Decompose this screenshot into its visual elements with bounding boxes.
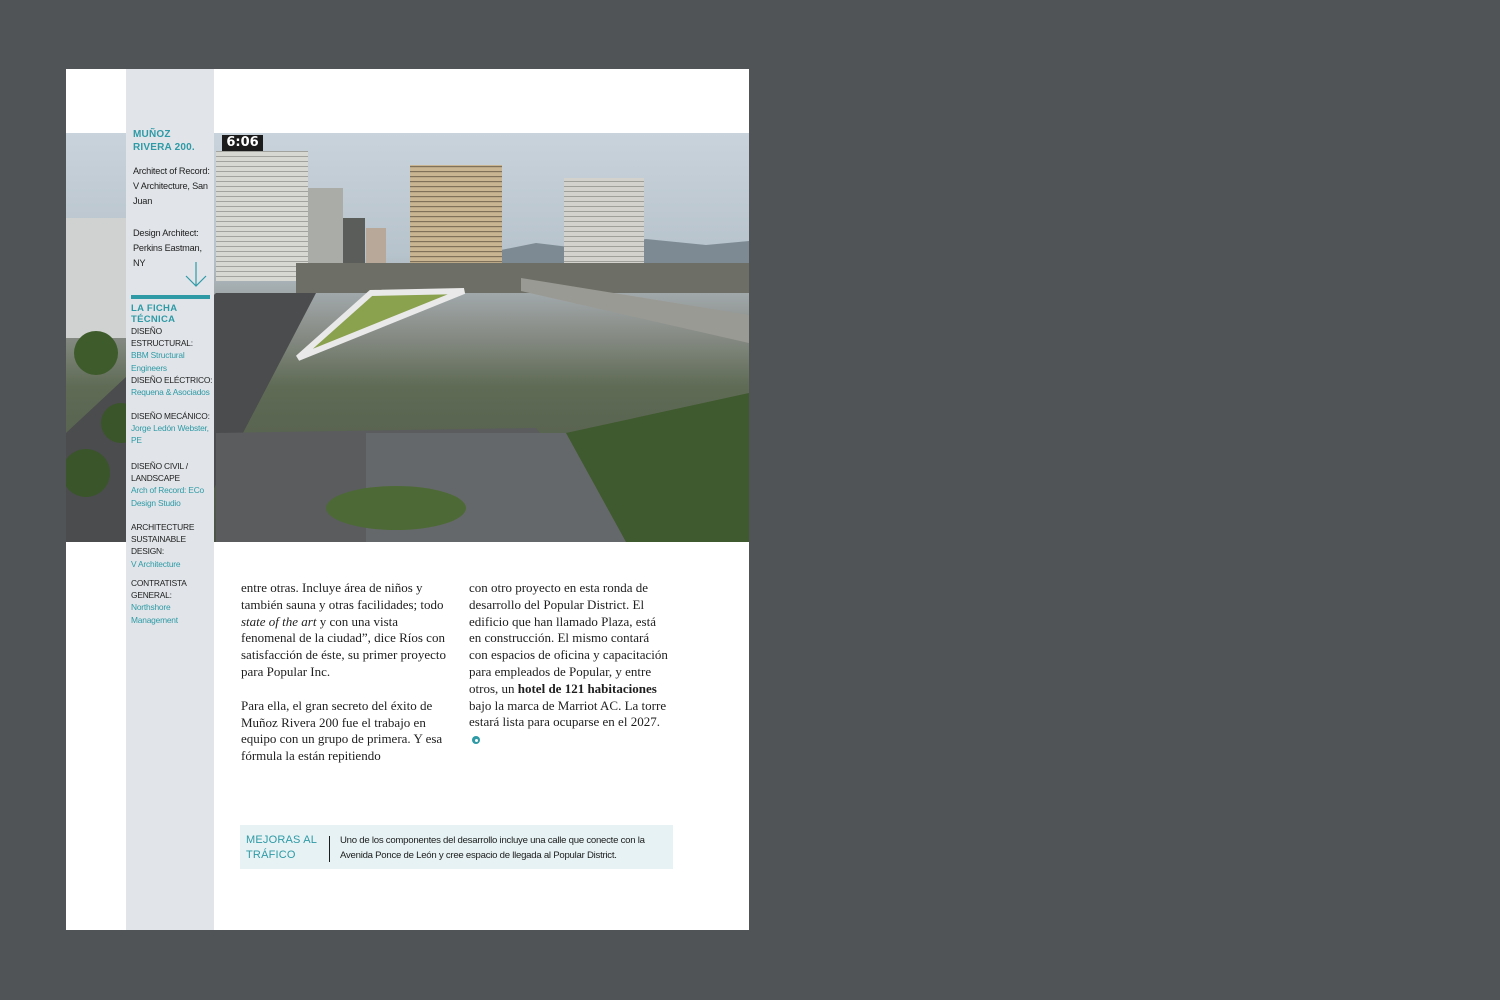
body-column-2 <box>469 580 669 748</box>
caption-text: Uno de los componentes del desarrollo incluye una calle que conecte con la Avenida Ponce de León y cree espacio de llegada al Popular District. <box>340 835 645 861</box>
text-run: con otro proyecto en esta ronda de desarrollo del Popular District. El edificio que han llamado Plaza, está en construcción. El mismo contará con espacios de oficina y capacitación para empleados de Popular, y entre otros, un <box>469 580 668 696</box>
arrow-down-icon <box>184 262 208 288</box>
tech-role: DISEÑO CIVIL / LANDSCAPE <box>131 461 188 484</box>
section-rule <box>131 295 210 299</box>
tech-company: Arch of Record: ECo Design Studio <box>131 485 205 508</box>
tech-item <box>131 374 213 398</box>
bold-run: hotel de 121 habitaciones <box>517 680 657 696</box>
tech-item <box>131 577 213 626</box>
paragraph <box>241 580 451 681</box>
tech-company: V Architecture <box>131 558 181 569</box>
body-column-1 <box>241 580 451 765</box>
sidebar <box>126 69 214 930</box>
caption-box <box>240 825 673 869</box>
tech-role: DISEÑO ESTRUCTURAL: <box>131 326 193 349</box>
paragraph: Para ella, el gran secreto del éxito de Muñoz Rivera 200 fue el trabajo en equipo con un grupo de primera. Y esa fórmula la están repitiendo <box>241 697 443 764</box>
tech-company: Jorge Ledón Webster, PE <box>131 423 209 446</box>
tech-company: Northshore Management <box>131 602 178 625</box>
tech-company: Requena & Asociados <box>131 387 210 398</box>
tech-company: BBM Structural Engineers <box>131 350 185 373</box>
paragraph <box>469 580 669 748</box>
ficha-heading: LA FICHA TÉCNICA <box>131 303 178 325</box>
project-title: MUÑOZ RIVERA 200. <box>133 129 195 153</box>
caption-label: MEJORAS AL TRÁFICO <box>246 834 317 861</box>
tech-role: ARCHITECTURE SUSTAINABLE DESIGN: <box>131 522 195 557</box>
tech-item <box>131 410 213 447</box>
text-run: entre otras. Incluye área de niños y también sauna y otras facilidades; todo <box>241 580 444 612</box>
caption-divider <box>329 836 330 862</box>
end-mark-icon <box>472 736 480 744</box>
magazine-page <box>66 69 749 930</box>
tech-role: CONTRATISTA GENERAL: <box>131 578 187 601</box>
tech-item <box>131 521 213 570</box>
design-architect: Design Architect: Perkins Eastman, NY <box>133 228 202 268</box>
text-run: bajo la marca de Marriot AC. La torre estará lista para ocuparse en el 2027. <box>469 697 667 730</box>
tech-role: DISEÑO MECÁNICO: <box>131 411 210 421</box>
italic-run: state of the art <box>241 613 317 629</box>
architect-of-record: Architect of Record: V Architecture, San Juan <box>133 166 210 206</box>
text-run: y con una vista fenomenal de la ciudad”, dice Ríos con satisfacción de éste, su primer proyecto para Popular Inc. <box>241 613 447 679</box>
tech-item <box>131 460 213 509</box>
tech-role: DISEÑO ELÉCTRICO: <box>131 375 213 385</box>
tech-item <box>131 325 213 374</box>
clock-display: 6:06 <box>222 135 263 151</box>
